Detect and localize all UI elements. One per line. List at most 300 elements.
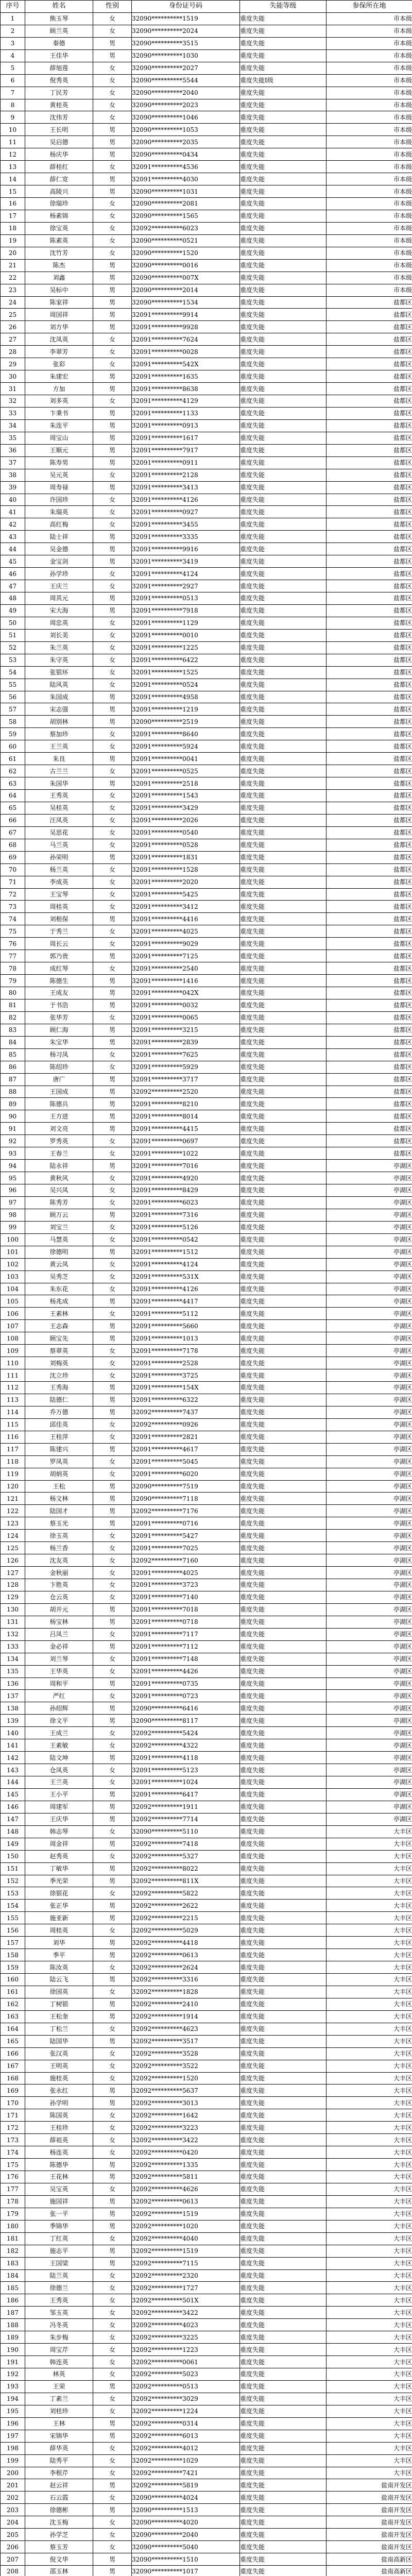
cell-no: 177 xyxy=(1,2183,25,2195)
cell-level: 重度失能 xyxy=(240,12,327,25)
cell-level: 重度失能 xyxy=(240,1752,327,1764)
cell-no: 37 xyxy=(1,456,25,469)
cell-sex: 男 xyxy=(93,49,132,62)
cell-level: 重度失能 xyxy=(240,1862,327,1875)
table-row xyxy=(1,444,412,456)
cell-level: 重度失能 xyxy=(240,358,327,370)
cell-no: 64 xyxy=(1,790,25,802)
cell-level: 重度失能 xyxy=(240,2380,327,2393)
cell-sex: 女 xyxy=(93,1048,132,1061)
cell-no: 85 xyxy=(1,1048,25,1061)
cell-sex: 女 xyxy=(93,876,132,888)
cell-sex: 男 xyxy=(93,1209,132,1221)
cell-level: 重度失能 xyxy=(240,1764,327,1776)
cell-sex: 女 xyxy=(93,2529,132,2541)
table-row xyxy=(1,2529,412,2541)
cell-sex: 男 xyxy=(93,703,132,716)
cell-sex: 男 xyxy=(93,1752,132,1764)
cell-sex: 男 xyxy=(93,309,132,321)
cell-id: 32090**********1017 xyxy=(132,2566,240,2576)
cell-level: 重度失能 xyxy=(240,1974,327,1986)
cell-no: 205 xyxy=(1,2529,25,2541)
cell-name: 林英 xyxy=(25,2368,93,2381)
cell-name: 孙学芝 xyxy=(25,2529,93,2541)
cell-no: 25 xyxy=(1,309,25,321)
table-row xyxy=(1,333,412,346)
cell-name: 朱国华 xyxy=(25,777,93,790)
cell-level: 重度失能 xyxy=(240,740,327,753)
cell-no: 80 xyxy=(1,987,25,999)
cell-sex: 女 xyxy=(93,1567,132,1579)
cell-name: 蔡玉光 xyxy=(25,1517,93,1530)
cell-id: 32091**********4417 xyxy=(132,1295,240,1308)
cell-id: 32091**********5045 xyxy=(132,1455,240,1468)
cell-sex: 男 xyxy=(93,2430,132,2442)
cell-no: 17 xyxy=(1,210,25,222)
cell-level: 重度失能 xyxy=(240,1455,327,1468)
cell-level: 重度失能 xyxy=(240,2516,327,2529)
cell-name: 唐广 xyxy=(25,1073,93,1086)
cell-sex: 女 xyxy=(93,1924,132,1937)
cell-level: 重度失能 xyxy=(240,814,327,826)
cell-no: 3 xyxy=(1,37,25,49)
cell-sex: 女 xyxy=(93,1628,132,1640)
cell-id: 32091**********154X xyxy=(132,1382,240,1394)
cell-sex: 男 xyxy=(93,1603,132,1616)
cell-id: 32092**********3029 xyxy=(132,2393,240,2405)
table-row xyxy=(1,222,412,234)
cell-no: 20 xyxy=(1,247,25,259)
cell-id: 32092**********1642 xyxy=(132,2109,240,2122)
cell-area: 盐南开发区 xyxy=(327,2492,412,2504)
cell-name: 刘兰琴 xyxy=(25,1653,93,1665)
cell-id: 32092**********2410 xyxy=(132,1998,240,2010)
cell-level: 重度失能 xyxy=(240,2245,327,2257)
cell-no: 5 xyxy=(1,62,25,74)
table-row xyxy=(1,1061,412,1073)
cell-area: 大丰区 xyxy=(327,2208,412,2220)
cell-sex: 男 xyxy=(93,1912,132,1924)
cell-area: 亭湖区 xyxy=(327,1246,412,1258)
table-row xyxy=(1,1801,412,1813)
cell-id: 32091**********4958 xyxy=(132,691,240,703)
cell-name: 胡别林 xyxy=(25,716,93,728)
table-body xyxy=(1,12,412,2576)
cell-level: 重度失能 xyxy=(240,49,327,62)
cell-id: 32091**********8640 xyxy=(132,728,240,740)
cell-no: 55 xyxy=(1,679,25,691)
table-row xyxy=(1,1357,412,1369)
cell-area: 盐都区 xyxy=(327,629,412,641)
cell-no: 94 xyxy=(1,1160,25,1172)
cell-level: 重度失能 xyxy=(240,1357,327,1369)
cell-area: 市本级 xyxy=(327,99,412,111)
cell-no: 200 xyxy=(1,2467,25,2479)
cell-level: 重度失能 xyxy=(240,2442,327,2454)
cell-level: 重度失能 xyxy=(240,62,327,74)
cell-id: 32090**********1519 xyxy=(132,12,240,25)
cell-no: 144 xyxy=(1,1776,25,1789)
cell-no: 119 xyxy=(1,1468,25,1480)
table-row xyxy=(1,234,412,247)
cell-id: 32092**********1020 xyxy=(132,2220,240,2232)
cell-area: 亭湖区 xyxy=(327,1369,412,1382)
cell-sex: 女 xyxy=(93,1591,132,1603)
cell-name: 丁红英 xyxy=(25,2232,93,2245)
cell-id: 32091**********0540 xyxy=(132,826,240,839)
cell-area: 大丰区 xyxy=(327,2060,412,2072)
table-row xyxy=(1,1875,412,1887)
cell-no: 103 xyxy=(1,1270,25,1283)
cell-level: 重度失能 xyxy=(240,568,327,580)
cell-area: 市本级 xyxy=(327,161,412,173)
cell-name: 吴兴凤 xyxy=(25,1184,93,1197)
cell-area: 盐都区 xyxy=(327,962,412,975)
cell-id: 32091**********0524 xyxy=(132,679,240,691)
cell-no: 81 xyxy=(1,999,25,1011)
cell-area: 盐都区 xyxy=(327,1011,412,1024)
cell-sex: 男 xyxy=(93,2195,132,2208)
cell-no: 122 xyxy=(1,1505,25,1517)
cell-name: 季平 xyxy=(25,1949,93,1961)
cell-sex: 女 xyxy=(93,234,132,247)
table-row xyxy=(1,1591,412,1603)
table-row xyxy=(1,1258,412,1270)
cell-name: 顾万云 xyxy=(25,1209,93,1221)
table-row xyxy=(1,506,412,518)
cell-level: 重度失能 xyxy=(240,1308,327,1320)
cell-area: 亭湖区 xyxy=(327,1591,412,1603)
cell-level: 重度失能 xyxy=(240,1196,327,1209)
table-row xyxy=(1,2010,412,2023)
cell-no: 63 xyxy=(1,777,25,790)
cell-name: 张银环 xyxy=(25,666,93,679)
cell-name: 丁松兰 xyxy=(25,2023,93,2035)
cell-name: 薛仁宽 xyxy=(25,173,93,185)
table-row xyxy=(1,1567,412,1579)
cell-area: 盐都区 xyxy=(327,938,412,950)
cell-no: 38 xyxy=(1,469,25,481)
cell-id: 32091**********0927 xyxy=(132,506,240,518)
cell-no: 113 xyxy=(1,1394,25,1406)
table-row xyxy=(1,2393,412,2405)
table-row xyxy=(1,1924,412,1937)
cell-level: 重度失能 xyxy=(240,1517,327,1530)
cell-no: 131 xyxy=(1,1616,25,1628)
cell-level: 重度失能 xyxy=(240,2122,327,2134)
cell-no: 52 xyxy=(1,641,25,654)
table-row xyxy=(1,1530,412,1542)
cell-name: 杨习凤 xyxy=(25,1048,93,1061)
cell-sex: 男 xyxy=(93,913,132,925)
table-row xyxy=(1,2171,412,2183)
cell-no: 108 xyxy=(1,1332,25,1345)
cell-sex: 男 xyxy=(93,37,132,49)
table-row xyxy=(1,1123,412,1135)
table-row xyxy=(1,2269,412,2282)
cell-no: 29 xyxy=(1,358,25,370)
cell-no: 53 xyxy=(1,654,25,666)
cell-id: 32092**********7421 xyxy=(132,2467,240,2479)
cell-level: 重度失能 xyxy=(240,2072,327,2084)
cell-sex: 女 xyxy=(93,740,132,753)
cell-no: 39 xyxy=(1,481,25,494)
cell-sex: 男 xyxy=(93,2553,132,2566)
cell-area: 亭湖区 xyxy=(327,1739,412,1752)
cell-area: 盐都区 xyxy=(327,604,412,617)
cell-sex: 男 xyxy=(93,2010,132,2023)
cell-no: 7 xyxy=(1,87,25,99)
cell-name: 刘梅英 xyxy=(25,1357,93,1369)
cell-sex: 女 xyxy=(93,938,132,950)
cell-name: 朱瑞英 xyxy=(25,506,93,518)
cell-name: 吴金德 xyxy=(25,543,93,555)
cell-id: 32090**********1513 xyxy=(132,2504,240,2516)
cell-no: 195 xyxy=(1,2405,25,2417)
cell-id: 32092**********1828 xyxy=(132,1986,240,1998)
cell-area: 亭湖区 xyxy=(327,1382,412,1394)
cell-name: 徐玉英 xyxy=(25,1530,93,1542)
cell-name: 吴桂英 xyxy=(25,802,93,814)
cell-id: 32092**********0420 xyxy=(132,2146,240,2159)
cell-id: 32092**********5424 xyxy=(132,1727,240,1739)
table-row xyxy=(1,1640,412,1653)
table-row xyxy=(1,1838,412,1850)
cell-area: 大丰区 xyxy=(327,1974,412,1986)
cell-name: 李翠芳 xyxy=(25,346,93,358)
cell-area: 盐都区 xyxy=(327,383,412,395)
cell-level: 重度失能 xyxy=(240,2331,327,2344)
cell-area: 盐都区 xyxy=(327,888,412,901)
cell-id: 32092**********5023 xyxy=(132,2368,240,2381)
cell-id: 32092**********0613 xyxy=(132,1949,240,1961)
cell-level: 重度失能 xyxy=(240,383,327,395)
cell-area: 盐南开发区 xyxy=(327,2529,412,2541)
table-row xyxy=(1,210,412,222)
cell-level: 重度失能 xyxy=(240,777,327,790)
cell-level: 重度失能 xyxy=(240,1147,327,1160)
cell-sex: 女 xyxy=(93,2146,132,2159)
cell-sex: 女 xyxy=(93,2023,132,2035)
cell-area: 亭湖区 xyxy=(327,1715,412,1727)
table-row xyxy=(1,1677,412,1690)
cell-level: 重度失能 xyxy=(240,876,327,888)
cell-no: 191 xyxy=(1,2356,25,2368)
cell-no: 135 xyxy=(1,1665,25,1677)
cell-sex: 女 xyxy=(93,2183,132,2195)
cell-level: 重度失能 xyxy=(240,124,327,136)
table-row xyxy=(1,173,412,185)
cell-no: 134 xyxy=(1,1653,25,1665)
cell-level: 重度失能 xyxy=(240,641,327,654)
cell-name: 郭乃贵 xyxy=(25,950,93,962)
cell-name: 周桂英 xyxy=(25,1924,93,1937)
cell-level: 重度失能 xyxy=(240,1986,327,1998)
table-row xyxy=(1,2516,412,2529)
cell-area: 盐都区 xyxy=(327,333,412,346)
cell-sex: 女 xyxy=(93,333,132,346)
table-row xyxy=(1,1776,412,1789)
cell-level: 重度失能 xyxy=(240,703,327,716)
cell-no: 118 xyxy=(1,1455,25,1468)
cell-no: 115 xyxy=(1,1418,25,1431)
cell-name: 徐德兰 xyxy=(25,2282,93,2294)
cell-id: 32091**********0723 xyxy=(132,1690,240,1702)
cell-name: 邹玉英 xyxy=(25,2307,93,2319)
cell-no: 168 xyxy=(1,2072,25,2084)
cell-sex: 女 xyxy=(93,1135,132,1147)
cell-sex: 女 xyxy=(93,1061,132,1073)
cell-name: 季光荣 xyxy=(25,1875,93,1887)
cell-id: 32092**********0926 xyxy=(132,1418,240,1431)
table-row xyxy=(1,87,412,99)
cell-level: 重度失能 xyxy=(240,1628,327,1640)
cell-name: 陈德生 xyxy=(25,975,93,987)
cell-name: 王小平 xyxy=(25,1788,93,1801)
cell-level: 重度失能 xyxy=(240,1813,327,1825)
cell-area: 市本级 xyxy=(327,136,412,148)
cell-area: 盐都区 xyxy=(327,518,412,531)
table-row xyxy=(1,358,412,370)
cell-sex: 女 xyxy=(93,1776,132,1789)
cell-area: 市本级 xyxy=(327,222,412,234)
cell-name: 吴宝英 xyxy=(25,2183,93,2195)
cell-area: 大丰区 xyxy=(327,2380,412,2393)
cell-no: 185 xyxy=(1,2282,25,2294)
cell-name: 孙学珍 xyxy=(25,568,93,580)
cell-sex: 女 xyxy=(93,2356,132,2368)
cell-level: 重度失能 xyxy=(240,2220,327,2232)
cell-name: 徐瑞珍 xyxy=(25,198,93,210)
cell-name: 冯冬英 xyxy=(25,2319,93,2331)
cell-level: 重度失能 xyxy=(240,1616,327,1628)
cell-level: 重度失能 xyxy=(240,691,327,703)
header-no: 序号 xyxy=(1,1,25,13)
cell-area: 盐都区 xyxy=(327,346,412,358)
cell-name: 王花林 xyxy=(25,2171,93,2183)
cell-no: 132 xyxy=(1,1628,25,1640)
cell-level: 重度失能 xyxy=(240,111,327,124)
cell-id: 32092**********2215 xyxy=(132,1912,240,1924)
cell-id: 32091**********7624 xyxy=(132,333,240,346)
cell-area: 盐南开发区 xyxy=(327,2479,412,2492)
cell-level: 重度失能 xyxy=(240,802,327,814)
cell-id: 32091**********5123 xyxy=(132,1764,240,1776)
cell-no: 163 xyxy=(1,2010,25,2023)
table-row xyxy=(1,1974,412,1986)
cell-level: 重度失能 xyxy=(240,950,327,962)
cell-level: 重度失能 xyxy=(240,2134,327,2146)
cell-no: 15 xyxy=(1,185,25,198)
cell-sex: 女 xyxy=(93,2307,132,2319)
cell-name: 陈绍珍 xyxy=(25,1061,93,1073)
cell-name: 杨宝林 xyxy=(25,1616,93,1628)
cell-sex: 女 xyxy=(93,2368,132,2381)
cell-area: 市本级 xyxy=(327,62,412,74)
cell-name: 黄桂英 xyxy=(25,99,93,111)
cell-area: 亭湖区 xyxy=(327,1308,412,1320)
cell-no: 207 xyxy=(1,2553,25,2566)
table-row xyxy=(1,2405,412,2417)
table-row xyxy=(1,2232,412,2245)
cell-sex: 女 xyxy=(93,641,132,654)
cell-level: 重度失能 xyxy=(240,407,327,419)
cell-name: 熊玉琴 xyxy=(25,12,93,25)
cell-id: 32092**********1223 xyxy=(132,2344,240,2356)
table-row xyxy=(1,987,412,999)
cell-id: 32091**********0028 xyxy=(132,346,240,358)
cell-sex: 女 xyxy=(93,2122,132,2134)
cell-area: 大丰区 xyxy=(327,2047,412,2060)
table-row xyxy=(1,814,412,826)
cell-level: 重度失能 xyxy=(240,1221,327,1233)
cell-name: 石云霞 xyxy=(25,2492,93,2504)
table-row xyxy=(1,1493,412,1505)
cell-id: 32092**********501X xyxy=(132,2294,240,2307)
table-row xyxy=(1,691,412,703)
cell-sex: 女 xyxy=(93,2442,132,2454)
cell-area: 盐都区 xyxy=(327,568,412,580)
table-row xyxy=(1,2541,412,2553)
table-row xyxy=(1,124,412,136)
cell-id: 32092**********2320 xyxy=(132,2269,240,2282)
cell-level: 重度失能 xyxy=(240,1418,327,1431)
cell-no: 181 xyxy=(1,2232,25,2245)
cell-level: 重度失能 xyxy=(240,370,327,383)
cell-sex: 男 xyxy=(93,1937,132,1949)
cell-no: 4 xyxy=(1,49,25,62)
table-row xyxy=(1,309,412,321)
cell-area: 大丰区 xyxy=(327,2269,412,2282)
cell-area: 亭湖区 xyxy=(327,1702,412,1715)
cell-area: 盐南开发区 xyxy=(327,2504,412,2516)
cell-area: 盐都区 xyxy=(327,814,412,826)
cell-id: 32091**********5924 xyxy=(132,740,240,753)
cell-area: 盐都区 xyxy=(327,728,412,740)
cell-area: 亭湖区 xyxy=(327,1283,412,1295)
cell-no: 142 xyxy=(1,1752,25,1764)
cell-area: 大丰区 xyxy=(327,2405,412,2417)
cell-name: 王华英 xyxy=(25,1665,93,1677)
cell-id: 32090**********2024 xyxy=(132,25,240,37)
cell-level: 重度失能 xyxy=(240,1246,327,1258)
cell-no: 34 xyxy=(1,419,25,432)
cell-sex: 女 xyxy=(93,728,132,740)
cell-sex: 男 xyxy=(93,1480,132,1493)
cell-sex: 男 xyxy=(93,444,132,456)
cell-name: 刘华 xyxy=(25,1937,93,1949)
cell-area: 市本级 xyxy=(327,272,412,284)
cell-level: 重度失能 xyxy=(240,161,327,173)
cell-id: 32091**********0718 xyxy=(132,1616,240,1628)
cell-id: 32090**********2014 xyxy=(132,284,240,296)
cell-name: 韩志琴 xyxy=(25,1825,93,1838)
cell-sex: 男 xyxy=(93,1098,132,1110)
cell-id: 32090**********2040 xyxy=(132,2529,240,2541)
cell-sex: 女 xyxy=(93,247,132,259)
cell-sex: 女 xyxy=(93,1418,132,1431)
cell-no: 204 xyxy=(1,2516,25,2529)
cell-level: 重度失能 xyxy=(240,2553,327,2566)
cell-name: 刘方华 xyxy=(25,321,93,333)
cell-name: 朱兰英 xyxy=(25,641,93,654)
cell-id: 32090**********8117 xyxy=(132,1715,240,1727)
cell-level: 重度失能 xyxy=(240,1912,327,1924)
cell-name: 周宝山 xyxy=(25,432,93,444)
cell-name: 宋志强 xyxy=(25,703,93,716)
cell-id: 32091**********4416 xyxy=(132,913,240,925)
cell-no: 6 xyxy=(1,74,25,87)
